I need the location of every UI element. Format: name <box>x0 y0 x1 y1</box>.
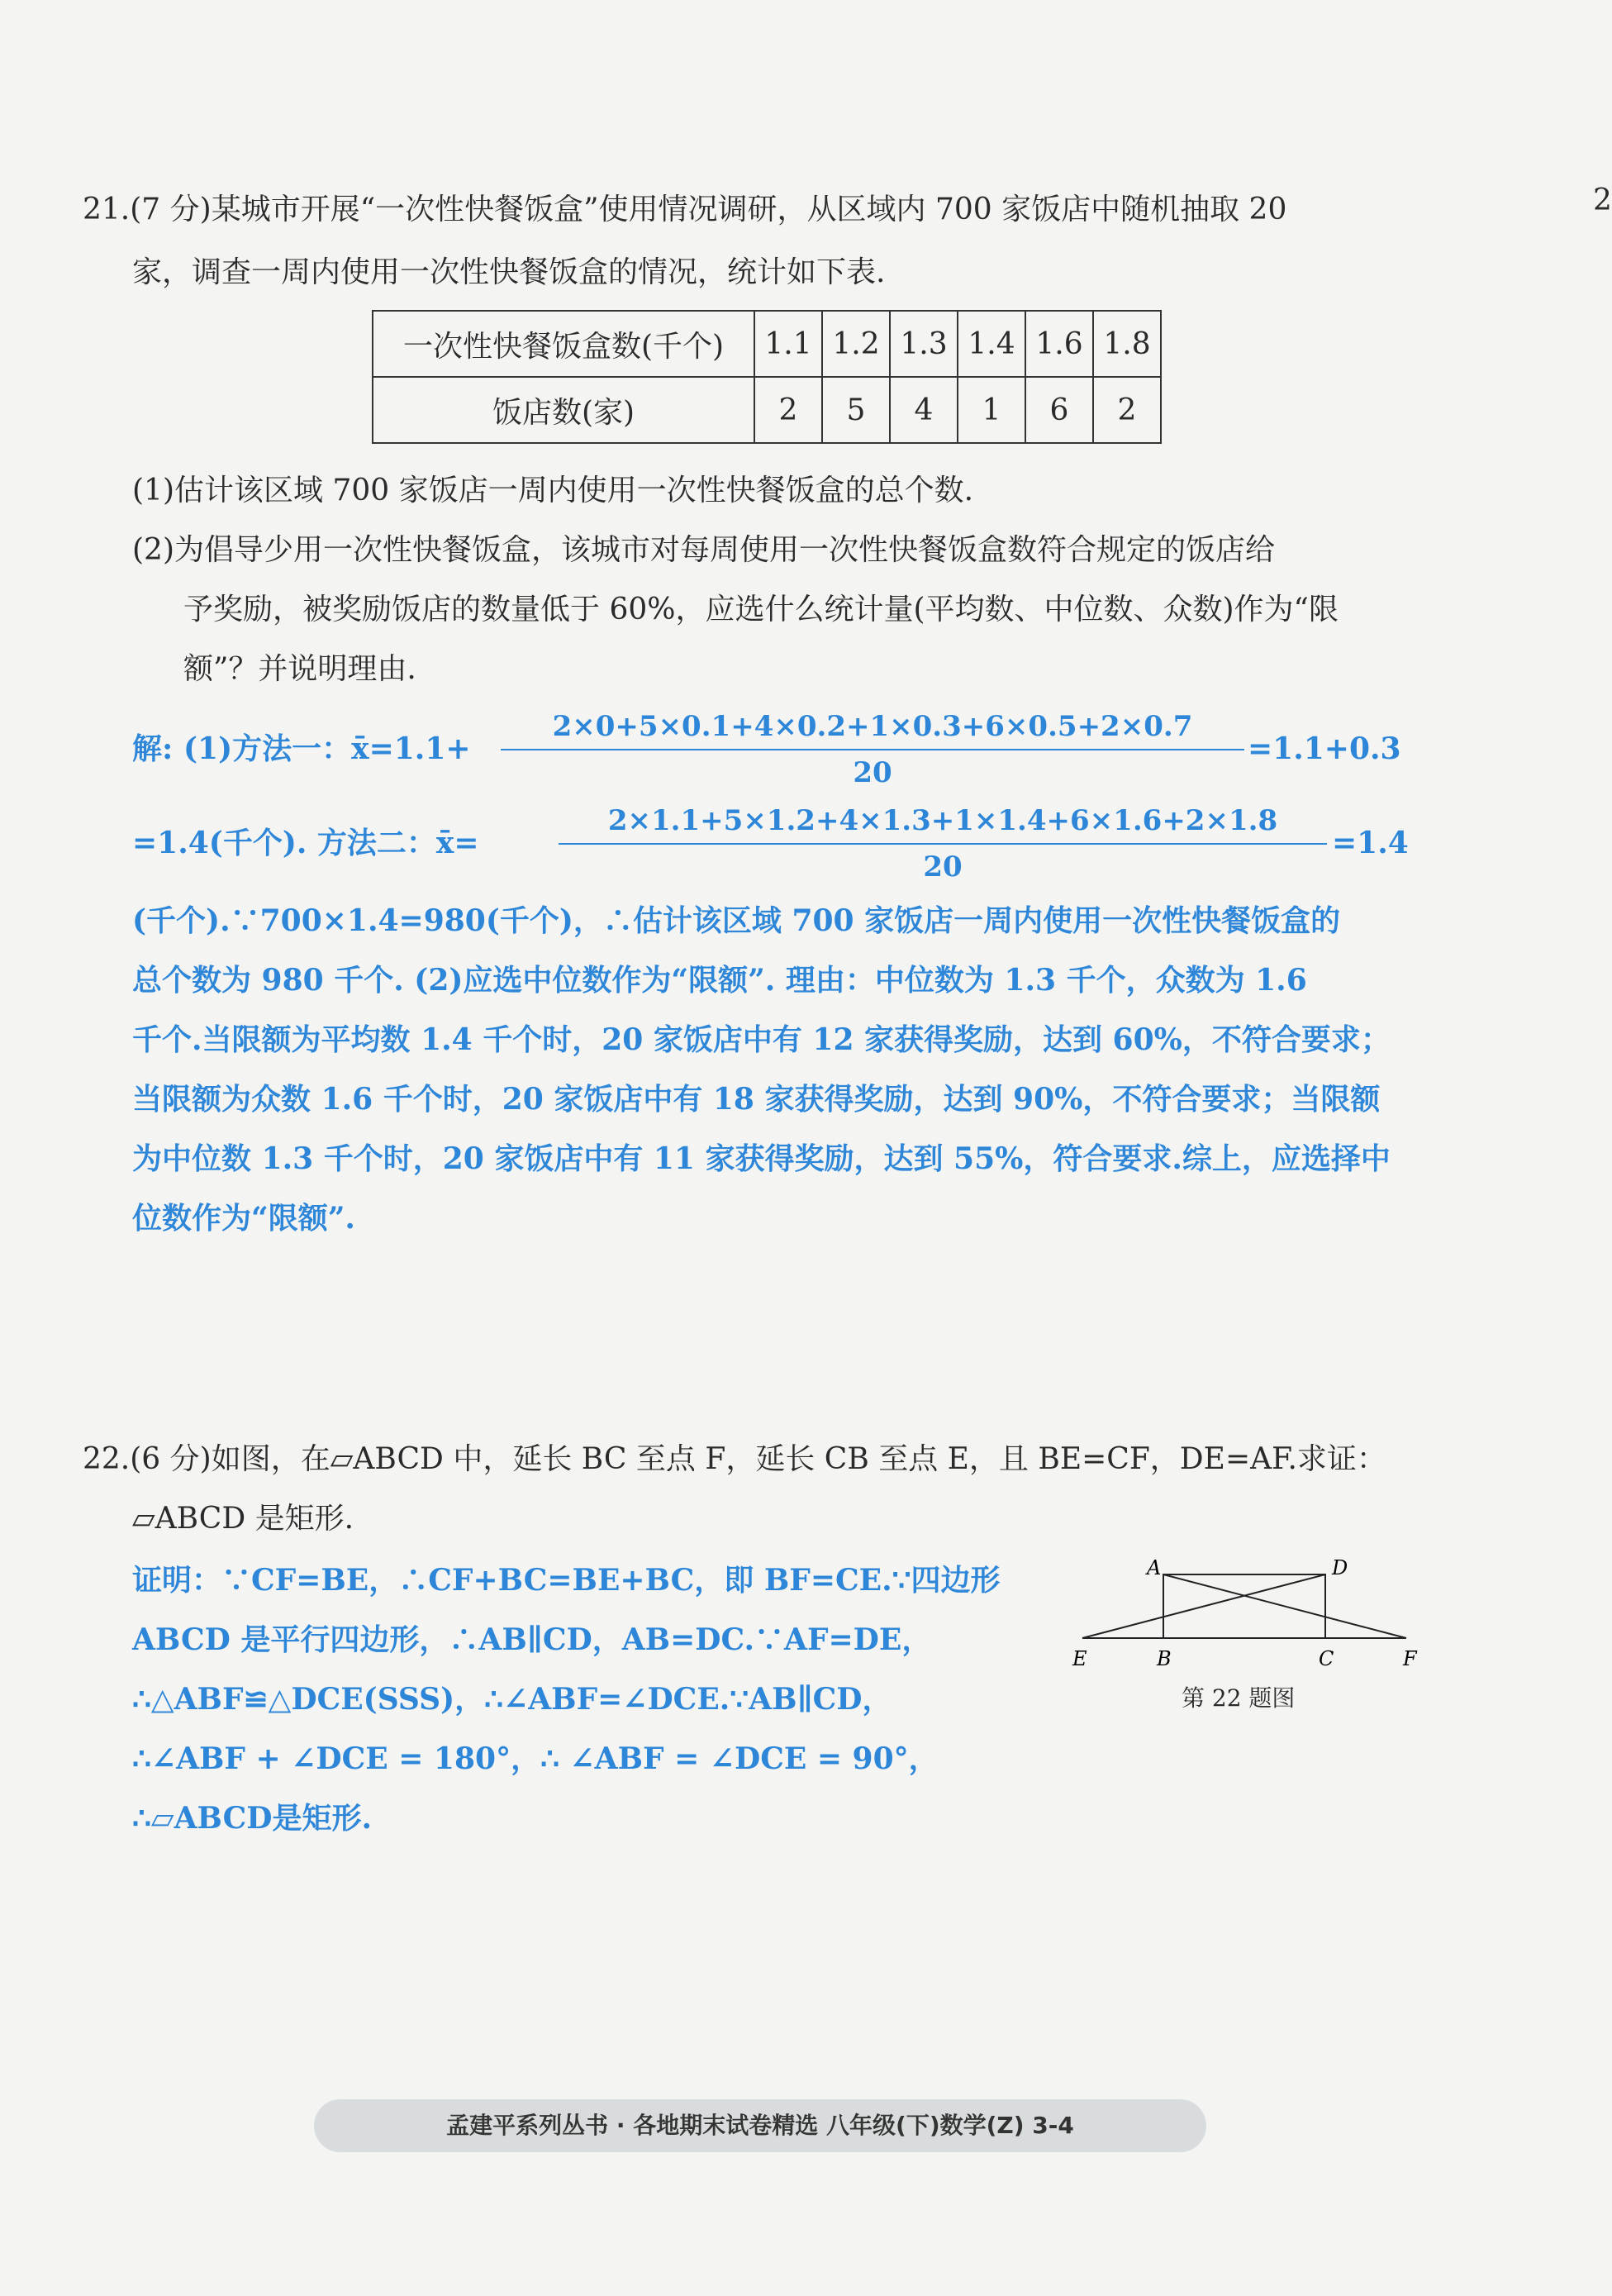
table-row <box>373 377 1161 443</box>
q21-part2-line2: 予奖励，被奖励饭店的数量低于 60%，应选什么统计量(平均数、中位数、众数)作为“限 <box>183 593 1339 626</box>
sol21-line5: 千个.当限额为平均数 1.4 千个时，20 家饭店中有 12 家获得奖励，达到 60%，不符合要求； <box>132 1022 1391 1057</box>
fraction-denominator: 20 <box>853 756 892 789</box>
sol21-m1-fraction <box>501 704 1244 795</box>
q21-part2-line1: (2)为倡导少用一次性快餐饭盒，该城市对每周使用一次性快餐饭盒数符合规定的饭店给 <box>132 533 1275 567</box>
sol21-line3: (千个).∵700×1.4=980(千个)，∴估计该区域 700 家饭店一周内使用一次性快餐饭盒的 <box>132 903 1341 938</box>
table-cell: 2 <box>1093 377 1161 443</box>
label-a: A <box>1147 1556 1162 1579</box>
sol21-line6: 当限额为众数 1.6 千个时，20 家饭店中有 18 家获得奖励，达到 90%，不符合要求；当限额 <box>132 1082 1381 1117</box>
sol21-line7: 为中位数 1.3 千个时，20 家饭店中有 11 家获得奖励，达到 55%，符合要求.综上，应选择中 <box>132 1141 1391 1176</box>
label-f: F <box>1403 1647 1417 1670</box>
geometry-figure <box>1066 1550 1429 1674</box>
table-cell: 4 <box>890 377 958 443</box>
label-d: D <box>1332 1556 1348 1579</box>
sol21-m1-suffix: =1.1+0.3 <box>1248 731 1401 766</box>
sol21-line8: 位数作为“限额”. <box>132 1201 355 1236</box>
fraction-denominator: 20 <box>923 850 963 884</box>
table-cell: 6 <box>1025 377 1093 443</box>
page-edge-number: 2 <box>1593 183 1612 217</box>
label-e: E <box>1072 1647 1087 1670</box>
table-cell: 1.2 <box>822 311 890 377</box>
page-footer: 孟建平系列丛书 · 各地期末试卷精选 八年级(下)数学(Z) 3-4 <box>314 2099 1206 2152</box>
q22-line2: ▱ABCD 是矩形. <box>132 1502 354 1536</box>
table-header-cell: 饭店数(家) <box>373 377 754 443</box>
table-cell: 2 <box>754 377 822 443</box>
line-af <box>1163 1574 1406 1638</box>
table-header-cell: 一次性快餐饭盒数(千个) <box>373 311 754 377</box>
q22-line1: 22.(6 分)如图，在▱ABCD 中，延长 BC 至点 F，延长 CB 至点 E，且 BE=CF，DE=AF.求证： <box>83 1442 1386 1476</box>
rectangle-abcd <box>1163 1574 1325 1638</box>
data-table <box>372 310 1162 444</box>
sol21-label: 解: <box>132 731 174 766</box>
table-cell: 1.3 <box>890 311 958 377</box>
sol22-line2: ABCD 是平行四边形，∴AB∥CD，AB=DC.∵AF=DE， <box>132 1622 932 1657</box>
fraction-numerator: 2×0+5×0.1+4×0.2+1×0.3+6×0.5+2×0.7 <box>501 704 1244 750</box>
sol21-m2-suffix: =1.4 <box>1332 826 1409 860</box>
q21-line2: 家，调查一周内使用一次性快餐饭盒的情况，统计如下表. <box>132 255 886 289</box>
fraction-numerator: 2×1.1+5×1.2+4×1.3+1×1.4+6×1.6+2×1.8 <box>559 798 1327 845</box>
table-cell: 1.6 <box>1025 311 1093 377</box>
table-row <box>373 311 1161 377</box>
table-cell: 1.4 <box>958 311 1025 377</box>
table-cell: 1.1 <box>754 311 822 377</box>
table-cell: 1 <box>958 377 1025 443</box>
label-c: C <box>1319 1647 1334 1670</box>
sol22-line1: 证明：∵CF=BE，∴CF+BC=BE+BC，即 BF=CE.∵四边形 <box>132 1563 1001 1598</box>
sol22-line5: ∴▱ABCD是矩形. <box>132 1801 373 1836</box>
figure-caption: 第 22 题图 <box>1182 1684 1296 1712</box>
sol21-line4: 总个数为 980 千个. (2)应选中位数作为“限额”. 理由：中位数为 1.3 千个，众数为 1.6 <box>132 963 1307 998</box>
q21-line1: 21.(7 分)某城市开展“一次性快餐饭盒”使用情况调研，从区域内 700 家饭店中随机抽取 20 <box>83 193 1287 226</box>
table-cell: 1.8 <box>1093 311 1161 377</box>
sol22-line3: ∴△ABF≌△DCE(SSS)，∴∠ABF=∠DCE.∵AB∥CD， <box>132 1682 892 1717</box>
label-b: B <box>1157 1647 1172 1670</box>
sol22-line4: ∴∠ABF + ∠DCE = 180°，∴ ∠ABF = ∠DCE = 90°， <box>132 1741 939 1776</box>
line-de <box>1082 1574 1325 1638</box>
table-cell: 5 <box>822 377 890 443</box>
q21-part2-line3: 额”？并说明理由. <box>183 652 416 686</box>
sol21-m2-fraction <box>559 798 1327 889</box>
q21-part1: (1)估计该区域 700 家饭店一周内使用一次性快餐饭盒的总个数. <box>132 474 974 507</box>
sol21-m2-prefix: =1.4(千个). 方法二：x̄= <box>132 826 479 860</box>
sol21-m1-prefix: (1)方法一：x̄=1.1+ <box>183 731 471 766</box>
